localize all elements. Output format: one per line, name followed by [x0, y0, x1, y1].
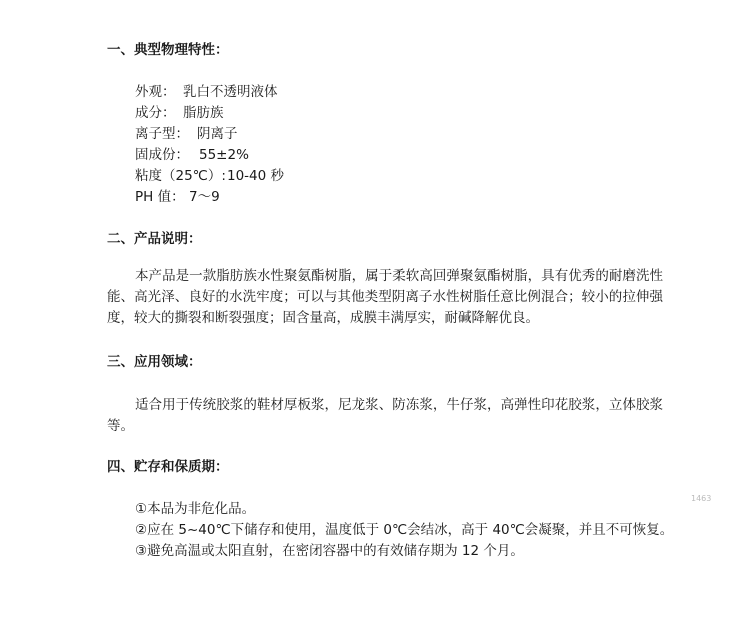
- product-description-text: 本产品是一款脂肪族水性聚氨酯树脂，属于柔软高回弹聚氨酯树脂，具有优秀的耐磨洗性能、高光泽、良好的水洗牢度；可以与其他类型阴离子水性树脂任意比例混合；较小的拉伸强度，较大的撕裂和断裂强度；固含量高，成膜丰满厚实，耐碱降解优良。: [107, 268, 663, 326]
- property-label: 粘度（25℃）:: [135, 168, 226, 184]
- page-number: 1463: [691, 494, 712, 503]
- property-viscosity: [135, 166, 284, 186]
- property-value: 55±2%: [199, 147, 249, 163]
- property-value: 7～9: [189, 189, 220, 205]
- applications-text: 适合用于传统胶浆的鞋材厚板浆，尼龙浆、防冻浆，牛仔浆，高弹性印花胶浆，立体胶浆等。: [107, 397, 663, 434]
- property-label: PH 值：: [135, 189, 185, 205]
- property-label: 成分：: [135, 105, 176, 121]
- property-label: 固成份：: [135, 147, 189, 163]
- section-heading-physical-properties: 一、典型物理特性：: [107, 42, 229, 58]
- property-label: 离子型：: [135, 126, 189, 142]
- storage-item: ③避免高温或太阳直射，在密闭容器中的有效储存期为 12 个月。: [135, 543, 524, 559]
- property-solid-content: [135, 145, 249, 165]
- property-ionic-type: [135, 124, 238, 144]
- property-value: 10-40 秒: [227, 168, 285, 184]
- property-value: 脂肪族: [183, 105, 224, 121]
- property-composition: [135, 103, 224, 123]
- storage-item: ①本品为非危化品。: [135, 501, 256, 517]
- section-heading-applications: 三、应用领域：: [107, 354, 202, 370]
- property-ph-value: [135, 187, 220, 207]
- section-heading-storage: 四、贮存和保质期：: [107, 459, 229, 475]
- property-label: 外观：: [135, 84, 176, 100]
- section-heading-product-description: 二、产品说明：: [107, 231, 202, 247]
- storage-item: ②应在 5~40℃下储存和使用，温度低于 0℃会结冰，高于 40℃会凝聚，并且不可恢复。: [135, 522, 674, 538]
- property-value: 乳白不透明液体: [183, 84, 278, 100]
- property-value: 阴离子: [197, 126, 238, 142]
- property-appearance: [135, 82, 278, 102]
